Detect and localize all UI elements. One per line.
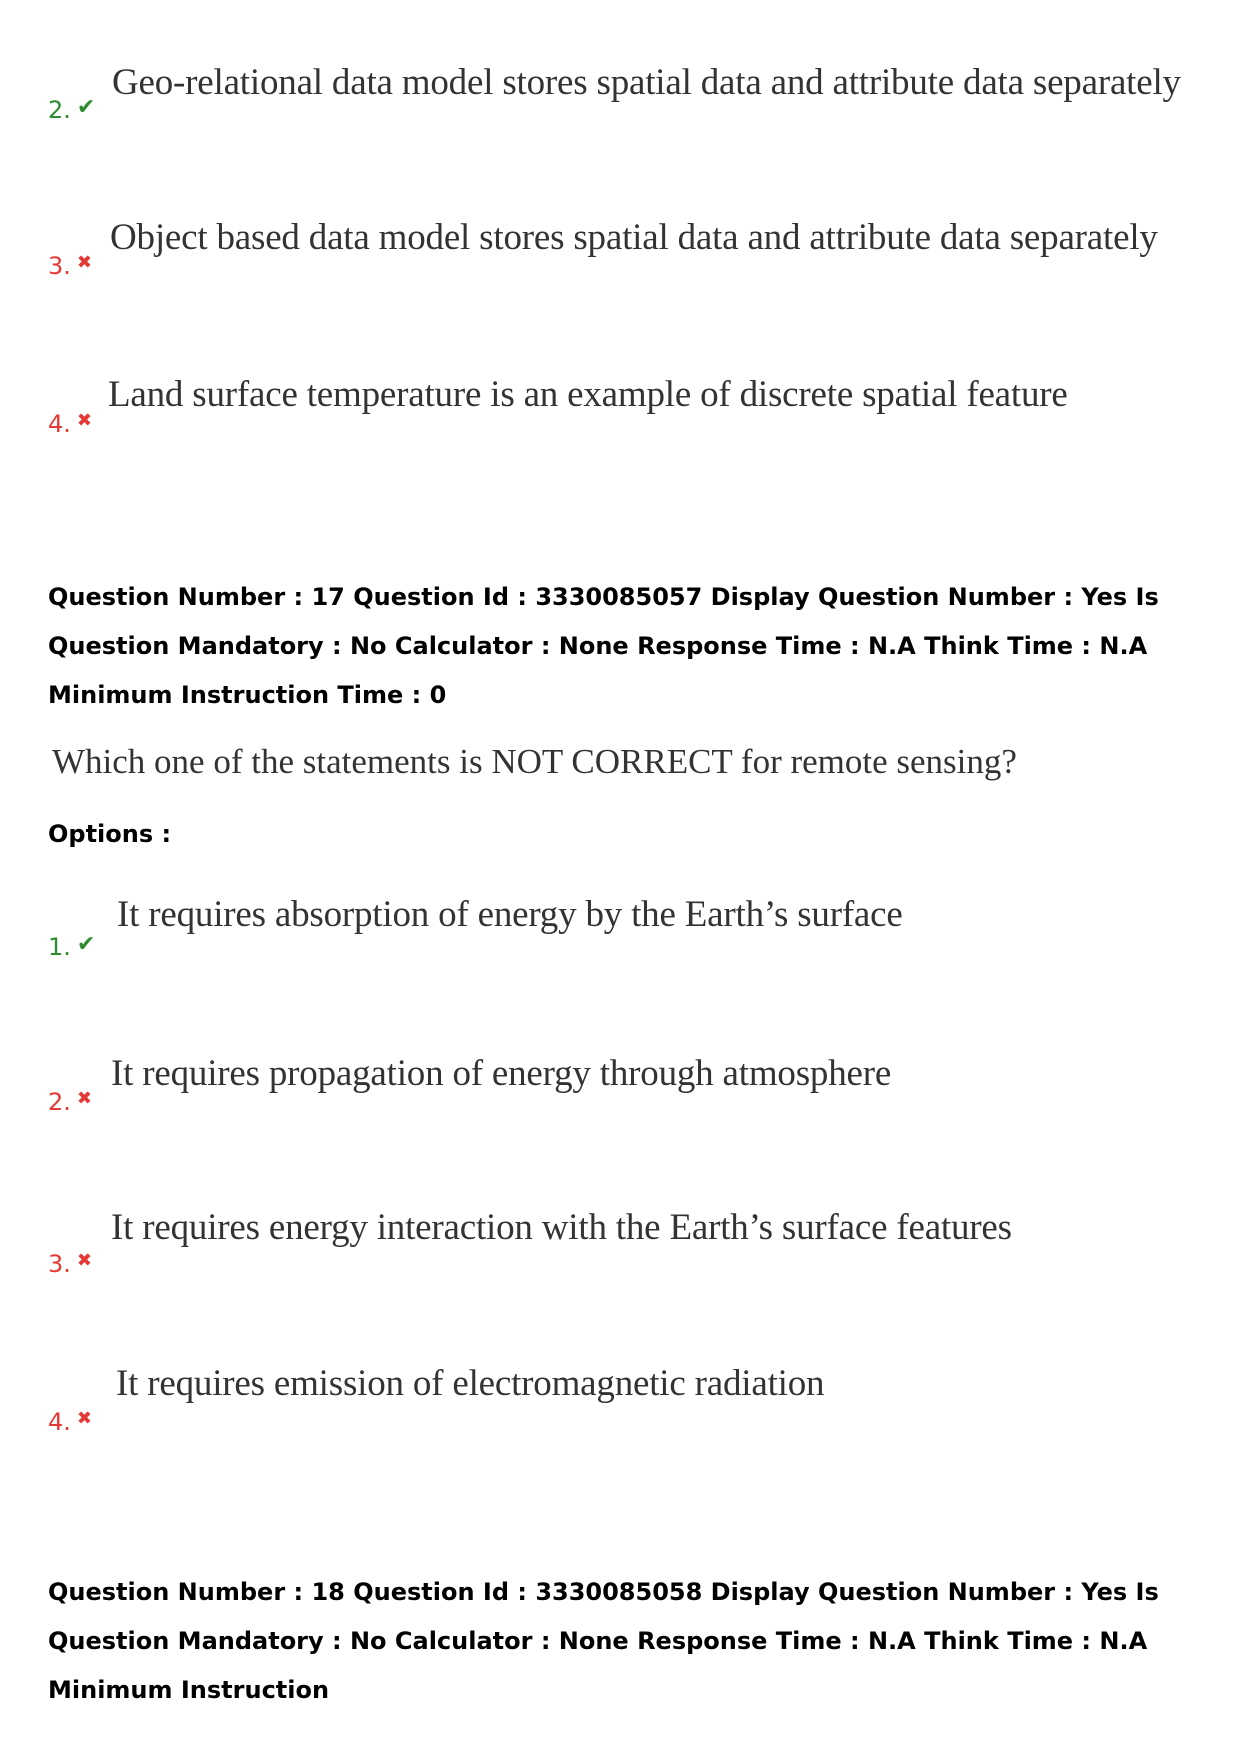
option-17-1 — [0, 893, 1240, 973]
option-number: 3. — [48, 252, 71, 280]
option-marker — [48, 933, 95, 961]
check-icon: ✔ — [76, 932, 96, 957]
option-prev-4 — [0, 367, 1240, 447]
option-text: It requires propagation of energy through atmosphere — [111, 1053, 892, 1094]
cross-icon: ✖ — [76, 1088, 92, 1109]
option-text: Object based data model stores spatial data and attribute data separately — [110, 217, 1158, 258]
option-marker — [48, 410, 92, 438]
option-marker — [48, 252, 92, 280]
option-number: 4. — [48, 410, 71, 438]
option-text: Land surface temperature is an example of discrete spatial feature — [108, 374, 1068, 415]
option-number: 3. — [48, 1250, 71, 1278]
option-number: 4. — [48, 1408, 71, 1436]
check-icon: ✔ — [76, 95, 96, 120]
option-number: 2. — [48, 96, 71, 124]
cross-icon: ✖ — [76, 1250, 92, 1271]
option-17-2 — [0, 1052, 1240, 1132]
option-prev-3 — [0, 210, 1240, 290]
question-18-meta: Question Number : 18 Question Id : 3330085058 Display Question Number : Yes Is Question Mandatory : No Calculator : None Response Time : N.A Think Time : N.A Minimum Instruction — [48, 1578, 1159, 1704]
option-17-4 — [0, 1362, 1240, 1442]
option-text: It requires emission of electromagnetic radiation — [116, 1363, 825, 1404]
option-text: It requires energy interaction with the Earth’s surface features — [111, 1207, 1012, 1248]
option-marker — [48, 1088, 92, 1116]
cross-icon: ✖ — [76, 410, 92, 431]
options-label: Options : — [48, 820, 172, 848]
option-17-3 — [0, 1206, 1240, 1286]
cross-icon: ✖ — [76, 252, 92, 273]
option-number: 1. — [48, 933, 71, 961]
option-number: 2. — [48, 1088, 71, 1116]
option-marker — [48, 1250, 92, 1278]
option-text: It requires absorption of energy by the Earth’s surface — [117, 894, 903, 935]
question-17-text: Which one of the statements is NOT CORRECT for remote sensing? — [52, 742, 1017, 781]
cross-icon: ✖ — [76, 1408, 92, 1429]
question-17-meta: Question Number : 17 Question Id : 3330085057 Display Question Number : Yes Is Question Mandatory : No Calculator : None Response Time : N.A Think Time : N.A Minimum Instruction Time : 0 — [48, 583, 1159, 709]
option-text: Geo-relational data model stores spatial data and attribute data separately — [112, 62, 1181, 103]
option-marker — [48, 96, 95, 124]
option-marker — [48, 1408, 92, 1436]
option-prev-2 — [0, 55, 1240, 135]
